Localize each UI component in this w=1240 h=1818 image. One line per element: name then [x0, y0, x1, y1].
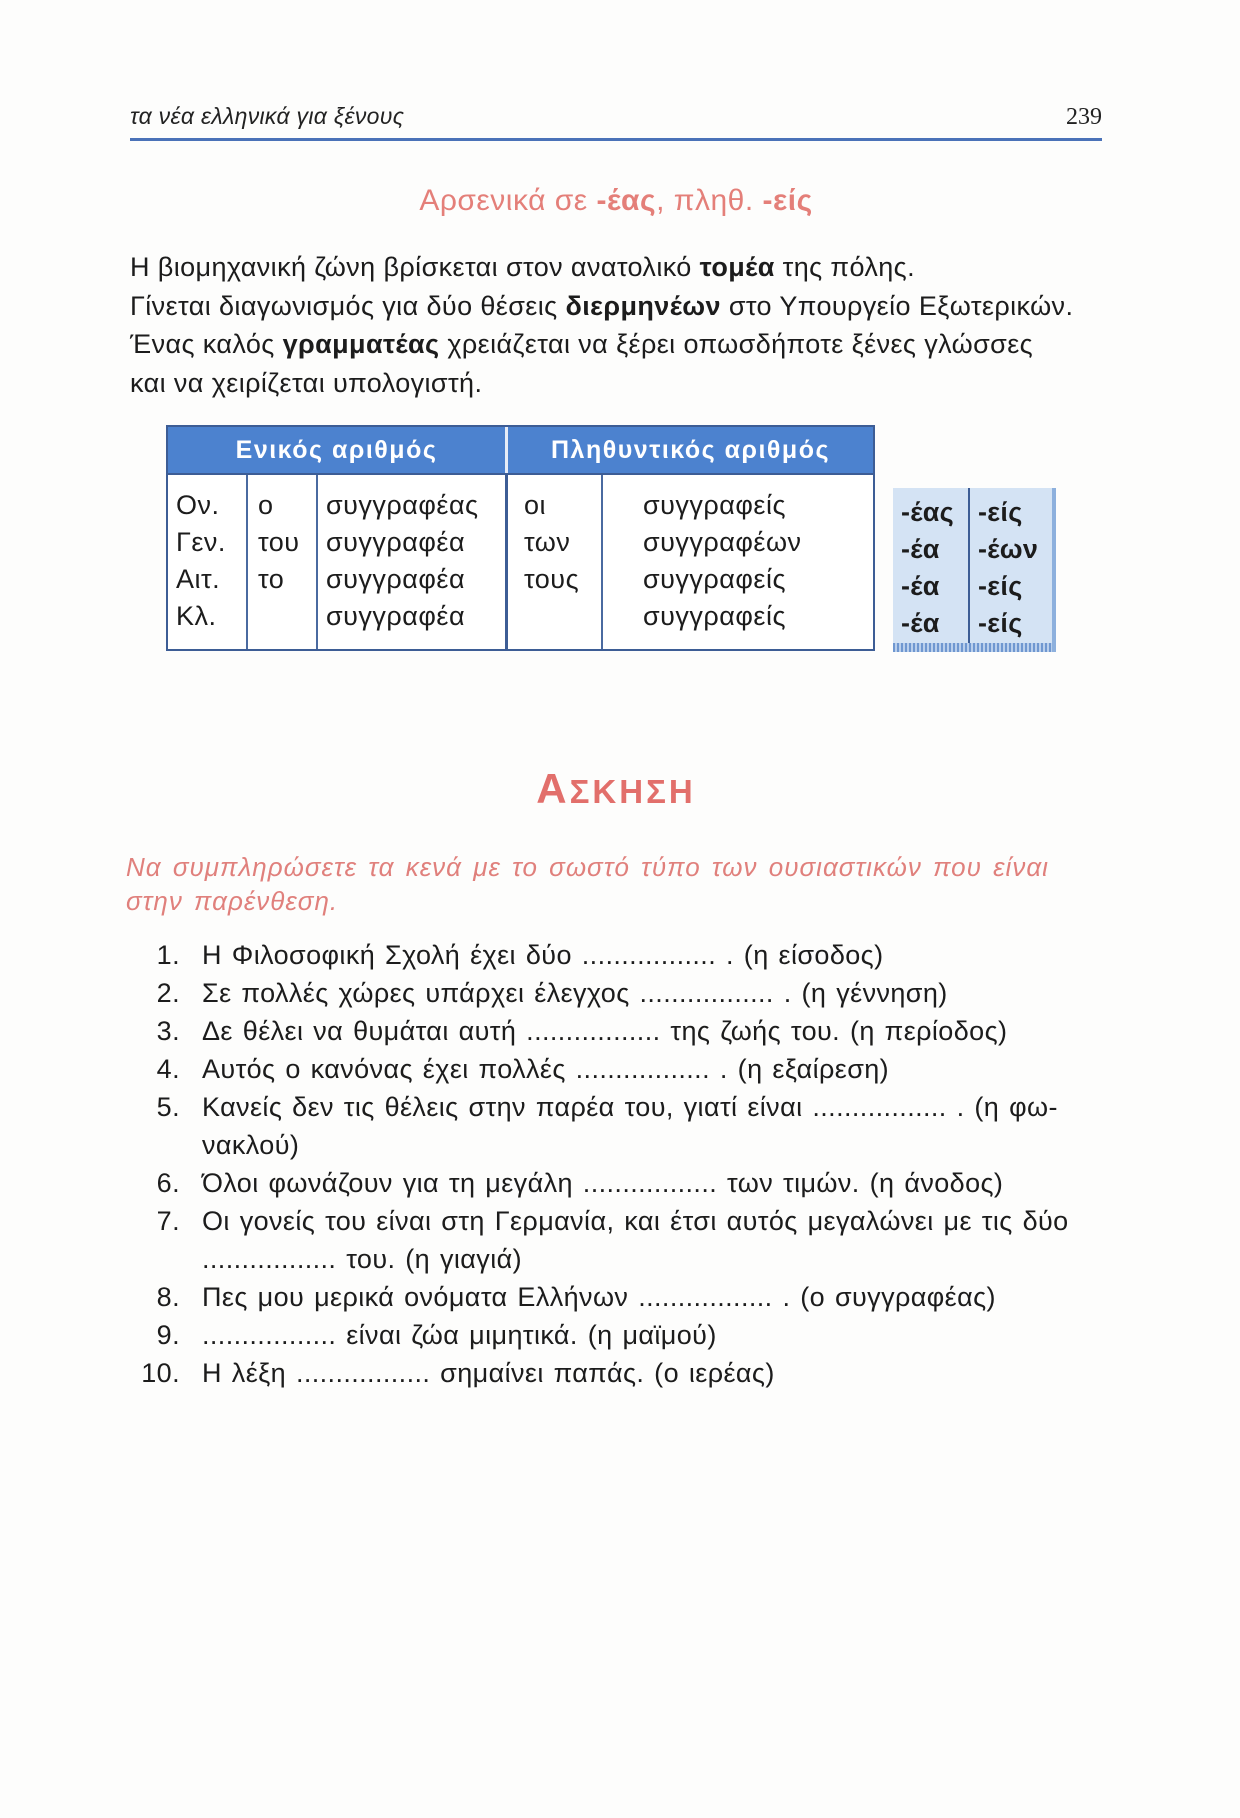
exercise-item [120, 974, 1069, 1012]
article-plural: τους [524, 564, 580, 594]
noun-plural-column [603, 475, 873, 649]
item-text [202, 1354, 775, 1392]
section-title-middle: , πληθ. [656, 184, 754, 217]
example-paragraph [130, 248, 1120, 402]
item-text [202, 1088, 1058, 1164]
item-text [202, 1012, 1007, 1050]
item-line: Η λέξη ................. σημαίνει παπάς. (ο ιερέας) [202, 1358, 775, 1388]
item-number: 9. [156, 1320, 180, 1350]
header-rule [130, 138, 1102, 141]
noun-plural: συγγραφείς [643, 601, 786, 631]
exercise-item [120, 1278, 1069, 1316]
exercise-item [120, 1202, 1069, 1278]
item-line: Πες μου μερικά ονόματα Ελλήνων ................. . (ο συγγραφέας) [202, 1282, 996, 1312]
item-number: 4. [156, 1054, 180, 1084]
noun-plural: συγγραφέων [643, 527, 802, 557]
item-line: ................. του. (η γιαγιά) [202, 1244, 523, 1274]
item-text [202, 1202, 1069, 1278]
endings-box [893, 488, 1056, 652]
article-plural: οι [524, 490, 547, 520]
item-text [202, 936, 883, 974]
ending-singular: -έας [901, 497, 955, 527]
item-line: Όλοι φωνάζουν για τη μεγάλη ................. των τιμών. (η άνοδος) [202, 1168, 1004, 1198]
item-line: ................. είναι ζώα μιμητικά. (η μαϊμού) [202, 1320, 717, 1350]
page-number: 239 [1066, 104, 1102, 130]
item-number: 7. [156, 1206, 180, 1236]
case-label: Γεν. [176, 527, 226, 557]
item-line: Δε θέλει να θυμάται αυτή ................. της ζωής του. (η περίοδος) [202, 1016, 1008, 1046]
paragraph-text: Ένας καλός [130, 329, 275, 359]
section-title-prefix: Αρσενικά σε [419, 184, 588, 217]
article-singular [258, 598, 316, 635]
declension-table-body [168, 475, 873, 649]
singular-endings-column [893, 488, 970, 643]
paragraph-keyword: διερμηνέων [565, 290, 721, 321]
item-number: 2. [156, 978, 180, 1008]
header-plural: Πληθυντικός αριθμός [551, 436, 830, 464]
plural-endings-column [970, 488, 1052, 643]
ending-singular: -έα [901, 571, 940, 601]
exercise-item [120, 1316, 1069, 1354]
article-singular: του [258, 527, 300, 557]
ending-singular: -έα [901, 608, 940, 638]
noun-singular-column [318, 475, 508, 649]
item-number: 5. [156, 1092, 180, 1122]
paragraph-text: της πόλης. [782, 252, 915, 282]
item-number: 8. [156, 1282, 180, 1312]
section-title-ending-plural: -είς [762, 184, 813, 217]
item-line: Η Φιλοσοφική Σχολή έχει δύο ................. . (η είσοδος) [202, 940, 884, 970]
paragraph-keyword: τομέα [699, 252, 775, 282]
article-plural [524, 598, 601, 635]
item-text [202, 1278, 996, 1316]
declension-table-header [168, 427, 873, 475]
item-line: Κανείς δεν τις θέλεις στην παρέα του, γιατί είναι ................. . (η φω- [202, 1092, 1058, 1122]
article-plural: των [524, 527, 571, 557]
item-text [202, 1050, 889, 1088]
instruction-line: Να συμπληρώσετε τα κενά με το σωστό τύπο των ουσιαστικών που είναι [126, 852, 1049, 882]
noun-singular: συγγραφέα [326, 564, 466, 594]
exercise-item [120, 1354, 1069, 1392]
case-column [168, 475, 248, 649]
paragraph-line [130, 248, 1120, 287]
paragraph-line [130, 325, 1120, 364]
section-title-ending-singular: -έας [596, 184, 657, 217]
noun-plural: συγγραφείς [643, 490, 786, 520]
exercise-item [120, 936, 1069, 974]
section-title [130, 184, 1102, 218]
article-plural-column [508, 475, 603, 649]
case-label: Ον. [176, 490, 220, 520]
noun-singular: συγγραφέα [326, 601, 466, 631]
item-line: νακλού) [202, 1130, 300, 1160]
noun-singular: συγγραφέα [326, 527, 466, 557]
running-title: τα νέα ελληνικά για ξένους [130, 103, 405, 129]
exercise-item [120, 1012, 1069, 1050]
item-number: 10. [141, 1358, 180, 1388]
paragraph-line [130, 364, 1120, 403]
exercise-item [120, 1050, 1069, 1088]
article-singular: ο [258, 490, 274, 520]
paragraph-keyword: γραμματέας [282, 329, 440, 359]
exercise-item [120, 1164, 1069, 1202]
paragraph-text: Η βιομηχανική ζώνη βρίσκεται στον ανατολικό [130, 252, 692, 282]
noun-plural: συγγραφείς [643, 564, 786, 594]
item-text [202, 974, 948, 1012]
item-number: 3. [156, 1016, 180, 1046]
exercise-item [120, 1088, 1069, 1164]
case-label: Αιτ. [176, 564, 221, 594]
item-line: Οι γονείς του είναι στη Γερμανία, και έτσι αυτός μεγαλώνει με τις δύο [202, 1206, 1069, 1236]
paragraph-text: χρειάζεται να ξέρει οπωσδήποτε ξένες γλώσσες [447, 329, 1034, 359]
exercise-list [120, 936, 1069, 1392]
paragraph-text: στο Υπουργείο Εξωτερικών. [728, 290, 1074, 321]
item-text [202, 1164, 1003, 1202]
item-text [202, 1316, 717, 1354]
declension-table [166, 425, 875, 651]
exercise-instruction [126, 850, 1049, 918]
article-singular-column [248, 475, 318, 649]
exercise-title: ΑΣΚΗΣΗ [536, 765, 696, 812]
article-singular: το [258, 564, 285, 594]
item-line: Σε πολλές χώρες υπάρχει έλεγχος ................. . (η γέννηση) [202, 978, 948, 1008]
item-number: 6. [156, 1168, 180, 1198]
noun-singular: συγγραφέας [326, 490, 479, 520]
ending-singular: -έα [901, 534, 940, 564]
paragraph-text: Γίνεται διαγωνισμός για δύο θέσεις [130, 290, 558, 321]
item-number: 1. [156, 940, 180, 970]
endings-bottom-pattern [893, 643, 1052, 652]
ending-plural: -είς [978, 571, 1023, 601]
ending-plural: -έων [978, 534, 1039, 564]
header-singular: Ενικός αριθμός [168, 427, 508, 473]
paragraph-line [130, 287, 1120, 326]
paragraph-text: και να χειρίζεται υπολογιστή. [130, 367, 483, 398]
instruction-line: στην παρένθεση. [126, 886, 339, 916]
item-line: Αυτός ο κανόνας έχει πολλές ................. . (η εξαίρεση) [202, 1054, 890, 1084]
case-label: Κλ. [176, 601, 217, 631]
ending-plural: -είς [978, 608, 1023, 638]
ending-plural: -είς [978, 497, 1023, 527]
